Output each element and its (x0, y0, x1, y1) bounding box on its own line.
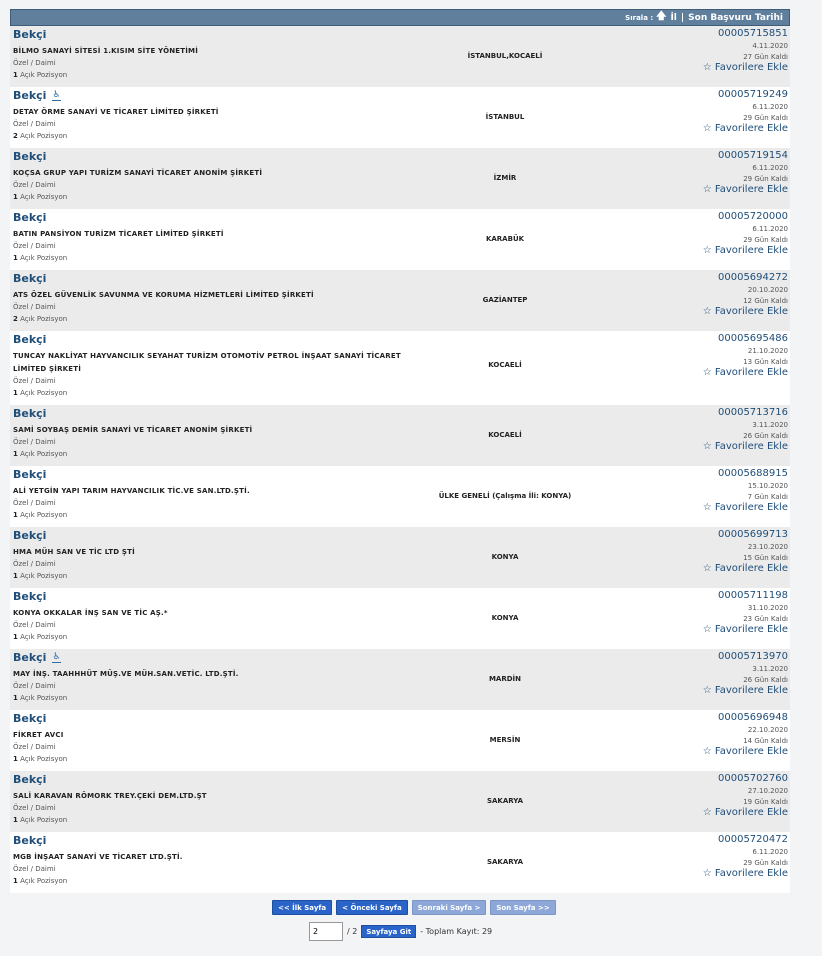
positions-count: 1 (13, 755, 18, 763)
open-positions (13, 315, 433, 323)
star-icon: ☆ (702, 563, 712, 574)
positions-count: 1 (13, 450, 18, 458)
positions-label: Açık Pozisyon (20, 132, 68, 140)
deadline-date: 3.11.2020 (752, 421, 788, 429)
job-row[interactable] (10, 405, 790, 466)
job-info (13, 834, 433, 885)
job-title-container (13, 529, 433, 542)
days-label: Gün Kaldı (754, 615, 788, 623)
total-records: - Toplam Kayıt: 29 (420, 927, 493, 936)
favorite-label: Favorilere Ekle (714, 123, 788, 134)
positions-label: Açık Pozisyon (20, 315, 68, 323)
days-count: 23 (743, 615, 753, 623)
open-positions (13, 633, 433, 641)
sort-label: Sırala : (625, 13, 654, 22)
company-name: ALİ YETGİN YAPI TARIM HAYVANCILIK TİC.VE SAN.LTD.ŞTİ. (13, 487, 250, 495)
add-favorite-button[interactable] (703, 245, 788, 256)
company-name: MAY İNŞ. TAAHHHÜT MÜŞ.VE MÜH.SAN.VETİC. LTD.ŞTİ. (13, 670, 239, 678)
star-icon: ☆ (702, 184, 712, 195)
job-info (13, 89, 433, 140)
add-favorite-button[interactable] (703, 868, 788, 879)
company-name: KONYA OKKALAR İNŞ SAN VE TİC AŞ.* (13, 609, 168, 617)
job-info (13, 272, 433, 323)
employment-type: Özel / Daimi (13, 560, 56, 568)
company-name: FİKRET AVCI (13, 731, 64, 739)
days-left (703, 175, 788, 183)
deadline-date: 15.10.2020 (747, 482, 788, 490)
job-title-link[interactable]: Bekçi (13, 773, 47, 786)
job-row[interactable] (10, 649, 790, 710)
job-code-link[interactable]: 00005702760 (718, 773, 788, 784)
favorite-label: Favorilere Ekle (714, 685, 788, 696)
positions-label: Açık Pozisyon (20, 877, 68, 885)
days-left (703, 615, 788, 623)
job-city: İSTANBUL (485, 113, 525, 121)
positions-label: Açık Pozisyon (20, 633, 68, 641)
job-title-link[interactable]: Bekçi (13, 529, 47, 542)
employment-type: Özel / Daimi (13, 181, 56, 189)
employment-type: Özel / Daimi (13, 499, 56, 507)
days-count: 29 (743, 236, 753, 244)
deadline-date: 20.10.2020 (747, 286, 788, 294)
total-pages: / 2 (347, 927, 358, 936)
job-title-link[interactable]: Bekçi (13, 333, 47, 346)
days-count: 26 (743, 432, 753, 440)
days-left (703, 236, 788, 244)
job-code-link[interactable]: 00005713716 (718, 407, 788, 418)
job-city: SAKARYA (486, 797, 524, 805)
job-city: MERSİN (489, 736, 521, 744)
star-icon: ☆ (702, 245, 712, 256)
company-name: BİLMO SANAYİ SİTESİ 1.KISIM SİTE YÖNETİMİ (13, 47, 199, 55)
open-positions (13, 71, 433, 79)
employment-type: Özel / Daimi (13, 242, 56, 250)
job-title-container (13, 834, 433, 847)
goto-page-button[interactable]: Sayfaya Git (361, 925, 416, 938)
open-positions (13, 389, 433, 397)
job-info (13, 529, 433, 580)
job-title-link[interactable]: Bekçi (13, 28, 47, 41)
job-title-link[interactable]: Bekçi (13, 89, 47, 102)
open-positions (13, 132, 433, 140)
job-info (13, 28, 433, 79)
first-page-button[interactable]: << İlk Sayfa (272, 900, 332, 915)
days-left (703, 432, 788, 440)
sort-header (10, 9, 790, 26)
positions-count: 1 (13, 389, 18, 397)
open-positions (13, 572, 433, 580)
days-left (703, 297, 788, 305)
favorite-label: Favorilere Ekle (714, 306, 788, 317)
job-title-container (13, 773, 433, 786)
deadline-date: 23.10.2020 (747, 543, 788, 551)
favorite-label: Favorilere Ekle (714, 868, 788, 879)
job-title-container (13, 468, 433, 481)
days-label: Gün Kaldı (754, 737, 788, 745)
add-favorite-button[interactable] (703, 367, 788, 378)
job-row[interactable] (10, 832, 790, 893)
days-left (703, 676, 788, 684)
job-code-link[interactable]: 00005695486 (718, 333, 788, 344)
job-info (13, 590, 433, 641)
positions-label: Açık Pozisyon (20, 193, 68, 201)
job-title-container (13, 651, 433, 664)
employment-type: Özel / Daimi (13, 120, 56, 128)
job-info (13, 407, 433, 458)
company-name: MGB İNŞAAT SANAYİ VE TİCARET LTD.ŞTİ. (13, 853, 183, 861)
positions-count: 2 (13, 315, 18, 323)
deadline-date: 22.10.2020 (747, 726, 788, 734)
company-name: BATIN PANSİYON TURİZM TİCARET LİMİTED ŞİRKETİ (13, 230, 224, 238)
positions-label: Açık Pozisyon (20, 694, 68, 702)
employment-type: Özel / Daimi (13, 865, 56, 873)
deadline-date: 4.11.2020 (752, 42, 788, 50)
star-icon: ☆ (702, 868, 712, 879)
job-city: İSTANBUL,KOCAELİ (467, 52, 543, 60)
job-title-link[interactable]: Bekçi (13, 407, 47, 420)
days-label: Gün Kaldı (754, 53, 788, 61)
employment-type: Özel / Daimi (13, 804, 56, 812)
days-label: Gün Kaldı (754, 297, 788, 305)
deadline-date: 27.10.2020 (747, 787, 788, 795)
days-left (703, 53, 788, 61)
job-meta (703, 89, 788, 134)
job-row[interactable] (10, 710, 790, 771)
job-code-link[interactable]: 00005719249 (718, 89, 788, 100)
add-favorite-button[interactable] (703, 62, 788, 73)
days-label: Gün Kaldı (754, 432, 788, 440)
days-count: 12 (743, 297, 753, 305)
positions-label: Açık Pozisyon (20, 450, 68, 458)
job-code-link[interactable]: 00005696948 (718, 712, 788, 723)
page-number-input[interactable] (309, 922, 343, 941)
job-code-link[interactable]: 00005688915 (718, 468, 788, 479)
add-favorite-button[interactable] (703, 685, 788, 696)
employment-type: Özel / Daimi (13, 59, 56, 67)
star-icon: ☆ (702, 123, 712, 134)
job-title-link[interactable]: Bekçi (13, 834, 47, 847)
job-meta (703, 468, 788, 513)
star-icon: ☆ (702, 367, 712, 378)
company-name: SAMİ SOYBAŞ DEMİR SANAYİ VE TİCARET ANONİM ŞİRKETİ (13, 426, 253, 434)
positions-count: 1 (13, 694, 18, 702)
job-city: İZMİR (493, 174, 517, 182)
positions-count: 1 (13, 633, 18, 641)
job-row[interactable] (10, 87, 790, 148)
days-left (703, 554, 788, 562)
job-city: KONYA (491, 553, 519, 561)
positions-label: Açık Pozisyon (20, 254, 68, 262)
job-title-link[interactable]: Bekçi (13, 712, 47, 725)
job-title-link[interactable]: Bekçi (13, 651, 47, 664)
sort-separator: | (680, 12, 685, 23)
job-meta (703, 651, 788, 696)
positions-count: 1 (13, 816, 18, 824)
days-count: 13 (743, 358, 753, 366)
star-icon: ☆ (702, 502, 712, 513)
company-name: SALİ KARAVAN RÖMORK TREY.ÇEKİ DEM.LTD.ŞT (13, 792, 207, 800)
deadline-date: 6.11.2020 (752, 225, 788, 233)
days-left (703, 358, 788, 366)
add-favorite-button[interactable] (703, 441, 788, 452)
job-row[interactable] (10, 466, 790, 527)
sort-by-date-link[interactable]: Son Başvuru Tarihi (688, 12, 783, 23)
star-icon: ☆ (702, 685, 712, 696)
employment-type: Özel / Daimi (13, 743, 56, 751)
days-label: Gün Kaldı (754, 236, 788, 244)
prev-page-button[interactable]: < Önceki Sayfa (336, 900, 408, 915)
job-city: KOCAELİ (488, 431, 522, 439)
star-icon: ☆ (702, 807, 712, 818)
job-title-link[interactable]: Bekçi (13, 590, 47, 603)
job-info (13, 333, 433, 397)
sort-arrow-up-icon[interactable]: 🡅 (656, 11, 667, 22)
days-count: 14 (743, 737, 753, 745)
favorite-label: Favorilere Ekle (714, 184, 788, 195)
job-title-link[interactable]: Bekçi (13, 211, 47, 224)
job-title-link[interactable]: Bekçi (13, 468, 47, 481)
days-count: 15 (743, 554, 753, 562)
positions-label: Açık Pozisyon (20, 755, 68, 763)
star-icon: ☆ (702, 306, 712, 317)
star-icon: ☆ (702, 624, 712, 635)
job-meta (703, 773, 788, 818)
positions-count: 1 (13, 572, 18, 580)
days-label: Gün Kaldı (754, 676, 788, 684)
days-label: Gün Kaldı (754, 175, 788, 183)
job-meta (703, 272, 788, 317)
open-positions (13, 816, 433, 824)
add-favorite-button[interactable] (703, 746, 788, 757)
company-name: HMA MÜH SAN VE TİC LTD ŞTİ (13, 548, 135, 556)
add-favorite-button[interactable] (703, 807, 788, 818)
add-favorite-button[interactable] (703, 123, 788, 134)
job-city: MARDİN (488, 675, 522, 683)
job-city: ÜLKE GENELİ (Çalışma İli: KONYA) (438, 492, 572, 500)
days-count: 29 (743, 175, 753, 183)
positions-label: Açık Pozisyon (20, 816, 68, 824)
days-count: 29 (743, 114, 753, 122)
positions-label: Açık Pozisyon (20, 389, 68, 397)
job-row[interactable] (10, 270, 790, 331)
open-positions (13, 694, 433, 702)
job-title-container (13, 211, 433, 224)
open-positions (13, 877, 433, 885)
company-name: KOÇSA GRUP YAPI TURİZM SANAYİ TİCARET ANONİM ŞİRKETİ (13, 169, 263, 177)
add-favorite-button[interactable] (703, 624, 788, 635)
job-row[interactable] (10, 331, 790, 405)
job-meta (703, 529, 788, 574)
deadline-date: 6.11.2020 (752, 103, 788, 111)
star-icon: ☆ (702, 746, 712, 757)
job-city: KARABÜK (485, 235, 525, 243)
deadline-date: 6.11.2020 (752, 848, 788, 856)
job-code-link[interactable]: 00005694272 (718, 272, 788, 283)
deadline-date: 31.10.2020 (747, 604, 788, 612)
positions-label: Açık Pozisyon (20, 71, 68, 79)
deadline-date: 3.11.2020 (752, 665, 788, 673)
job-code-link[interactable]: 00005713970 (718, 651, 788, 662)
days-label: Gün Kaldı (754, 493, 788, 501)
job-code-link[interactable]: 00005711198 (718, 590, 788, 601)
favorite-label: Favorilere Ekle (714, 563, 788, 574)
job-meta (703, 28, 788, 73)
days-label: Gün Kaldı (754, 114, 788, 122)
employment-type: Özel / Daimi (13, 621, 56, 629)
job-city: GAZİANTEP (482, 296, 528, 304)
job-row[interactable] (10, 588, 790, 649)
favorite-label: Favorilere Ekle (714, 807, 788, 818)
favorite-label: Favorilere Ekle (714, 502, 788, 513)
job-row[interactable] (10, 148, 790, 209)
job-info (13, 150, 433, 201)
employment-type: Özel / Daimi (13, 377, 56, 385)
job-list (10, 26, 790, 893)
job-meta (703, 150, 788, 195)
job-row[interactable] (10, 771, 790, 832)
job-meta (703, 712, 788, 757)
job-row[interactable] (10, 527, 790, 588)
positions-count: 1 (13, 877, 18, 885)
job-code-link[interactable]: 00005699713 (718, 529, 788, 540)
job-info (13, 773, 433, 824)
job-title-container (13, 272, 433, 285)
employment-type: Özel / Daimi (13, 303, 56, 311)
pagination (272, 900, 556, 915)
job-info (13, 651, 433, 702)
add-favorite-button[interactable] (703, 306, 788, 317)
days-left (703, 798, 788, 806)
job-row[interactable] (10, 26, 790, 87)
favorite-label: Favorilere Ekle (714, 245, 788, 256)
sort-by-il-link[interactable]: İl (670, 12, 677, 23)
days-label: Gün Kaldı (754, 798, 788, 806)
job-code-link[interactable]: 00005720000 (718, 211, 788, 222)
job-meta (703, 211, 788, 256)
job-info (13, 712, 433, 763)
positions-label: Açık Pozisyon (20, 511, 68, 519)
job-meta (703, 834, 788, 879)
positions-count: 1 (13, 511, 18, 519)
favorite-label: Favorilere Ekle (714, 746, 788, 757)
job-meta (703, 590, 788, 635)
company-name: TUNCAY NAKLİYAT HAYVANCILIK SEYAHAT TURİZM OTOMOTİV PETROL İNŞAAT SANAYİ TİCARET LİMİTED ŞİRKETİ (13, 352, 401, 373)
days-label: Gün Kaldı (754, 859, 788, 867)
results-container (10, 9, 790, 893)
job-code-link[interactable]: 00005715851 (718, 28, 788, 39)
favorite-label: Favorilere Ekle (714, 62, 788, 73)
job-row[interactable] (10, 209, 790, 270)
star-icon: ☆ (702, 441, 712, 452)
days-left (703, 859, 788, 867)
job-meta (703, 333, 788, 378)
days-label: Gün Kaldı (754, 554, 788, 562)
days-count: 26 (743, 676, 753, 684)
days-left (703, 737, 788, 745)
job-info (13, 468, 433, 519)
days-left (703, 114, 788, 122)
job-info (13, 211, 433, 262)
job-title-container (13, 28, 433, 41)
last-page-button[interactable]: Son Sayfa >> (490, 900, 555, 915)
positions-count: 1 (13, 254, 18, 262)
job-city: SAKARYA (486, 858, 524, 866)
job-title-container (13, 333, 433, 346)
positions-count: 2 (13, 132, 18, 140)
job-title-link[interactable]: Bekçi (13, 272, 47, 285)
days-count: 29 (743, 859, 753, 867)
job-title-container (13, 712, 433, 725)
job-city: KONYA (491, 614, 519, 622)
favorite-label: Favorilere Ekle (714, 367, 788, 378)
days-count: 7 (747, 493, 753, 501)
add-favorite-button[interactable] (703, 563, 788, 574)
open-positions (13, 254, 433, 262)
days-count: 19 (743, 798, 753, 806)
company-name: ATS ÖZEL GÜVENLİK SAVUNMA VE KORUMA HİZMETLERİ LİMİTED ŞİRKETİ (13, 291, 314, 299)
job-title-container (13, 150, 433, 163)
days-label: Gün Kaldı (754, 358, 788, 366)
goto-page (309, 922, 492, 941)
job-title-container (13, 407, 433, 420)
positions-label: Açık Pozisyon (20, 572, 68, 580)
positions-count: 1 (13, 193, 18, 201)
favorite-label: Favorilere Ekle (714, 624, 788, 635)
company-name: DETAY ÖRME SANAYİ VE TİCARET LİMİTED ŞİRKETİ (13, 108, 219, 116)
employment-type: Özel / Daimi (13, 438, 56, 446)
days-left (703, 493, 788, 501)
open-positions (13, 511, 433, 519)
positions-count: 1 (13, 71, 18, 79)
favorite-label: Favorilere Ekle (714, 441, 788, 452)
open-positions (13, 193, 433, 201)
accessibility-icon: ♿ (52, 89, 61, 100)
open-positions (13, 450, 433, 458)
add-favorite-button[interactable] (703, 184, 788, 195)
deadline-date: 21.10.2020 (747, 347, 788, 355)
employment-type: Özel / Daimi (13, 682, 56, 690)
job-title-link[interactable]: Bekçi (13, 150, 47, 163)
open-positions (13, 755, 433, 763)
add-favorite-button[interactable] (703, 502, 788, 513)
job-code-link[interactable]: 00005719154 (718, 150, 788, 161)
job-meta (703, 407, 788, 452)
job-title-container (13, 89, 433, 102)
days-count: 27 (743, 53, 753, 61)
star-icon: ☆ (702, 62, 712, 73)
job-city: KOCAELİ (488, 361, 522, 369)
accessibility-icon: ♿ (52, 651, 61, 662)
job-title-container (13, 590, 433, 603)
deadline-date: 6.11.2020 (752, 164, 788, 172)
next-page-button[interactable]: Sonraki Sayfa > (412, 900, 487, 915)
job-code-link[interactable]: 00005720472 (718, 834, 788, 845)
